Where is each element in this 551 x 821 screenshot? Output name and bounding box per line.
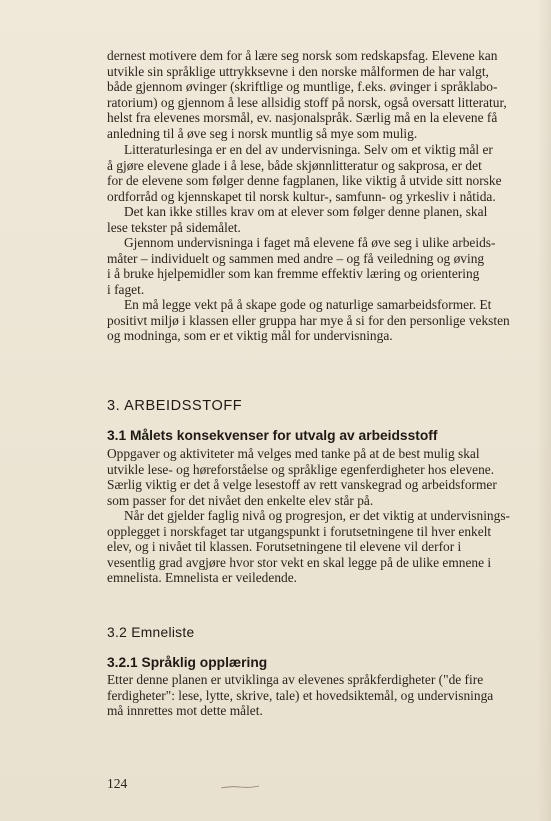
paragraph-3-2-1 [107,672,523,719]
text-line: å gjøre elevene glade i å lese, både skjønnlitteratur og sakprosa, er det [107,157,482,173]
text-line: Det kan ikke stilles krav om at elever som følger denne planen, skal [124,204,488,219]
text-line: ratorium) og gjennom å lese allsidig stoff på norsk, også oversatt litteratur, [107,94,507,110]
text-line: elev, og i nivået til klassen. Forutsetningene til elevene vil derfor i [107,539,462,555]
text-line: vesentlig grad avgjøre hvor stor vekt en skal legge på de ulike emnene i [107,554,492,570]
text-line: for de elevene som følger denne fagplanen, like viktig å utvide sitt norske [107,173,502,189]
text-line: utvikle sin språklige uttrykksevne i den norske målformen de har valgt, [107,63,489,79]
text-line: Gjennom undervisninga i faget må elevene få øve seg i ulike arbeids- [124,235,496,250]
paragraph-3 [107,204,523,235]
text-line: som passer for det nivået den enkelte elev står på. [107,492,374,508]
section-heading: 3. ARBEIDSSTOFF [107,398,243,414]
text-line: ferdigheter": lese, lytte, skrive, tale) et hovedsiktemål, og undervisninga [107,687,494,703]
subsection-heading-3-1: 3.1 Målets konsekvenser for utvalg av arbeidsstoff [107,428,438,443]
text-line: måter – individuelt og sammen med andre – og få veiledning og øving [107,250,485,266]
page-edge-shadow [537,0,551,821]
text-line: Oppgaver og aktiviteter må velges med tanke på at de best mulig skal [107,446,480,461]
text-line: opplegget i norskfaget tar utgangspunkt i forutsetningene til hver enkelt [107,523,492,539]
page-number: 124 [107,776,128,791]
text-line: utvikle lese- og høreforståelse og språklige egenferdigheter hos elevene. [107,461,495,477]
subsection-heading-3-2: 3.2 Emneliste [107,625,195,640]
pencil-mark-decoration [220,784,260,790]
text-line: og modninga, som er et viktig mål for undervisninga. [107,328,393,344]
text-line: Etter denne planen er utviklinga av elevenes språkferdigheter ("de fire [107,672,484,687]
text-line: emnelista. Emnelista er veiledende. [107,570,297,586]
text-line: må innrettes mot dette målet. [107,703,263,719]
paragraph-5 [107,297,523,344]
text-line: helst fra elevenes morsmål, ev. nasjonalspråk. Særlig må en la elevene få [107,110,498,126]
paragraph-2 [107,142,523,204]
text-line: i faget. [107,281,145,297]
text-line: i å bruke hjelpemidler som kan fremme effektiv læring og orientering [107,266,480,282]
paragraph-3-1-a [107,446,523,508]
text-line: både gjennom øvinger (skriftlige og muntlige, f.eks. øvinger i språklabo- [107,79,498,95]
text-line: positivt miljø i klassen eller gruppa har mye å si for den personlige veksten [107,312,510,328]
text-line: Litteraturlesinga er en del av undervisninga. Selv om et viktig mål er [124,142,493,157]
text-line: dernest motivere dem for å lære seg norsk som redskapsfag. Elevene kan [107,48,498,63]
paragraph-1 [107,48,523,142]
paragraph-3-1-b [107,508,523,586]
text-line: ordforråd og kjennskapet til norsk kultur-, samfunn- og yrkesliv i nåtida. [107,188,496,204]
subsection-heading-3-2-1: 3.2.1 Språklig opplæring [107,655,268,670]
paragraph-4 [107,235,523,297]
text-line: Når det gjelder faglig nivå og progresjon, er det viktig at undervisnings- [124,508,510,523]
text-line: En må legge vekt på å skape gode og naturlige samarbeidsformer. Et [124,297,492,312]
text-line: anledning til å øve seg i norsk muntlig så mye som mulig. [107,125,418,141]
text-line: lese tekster på sidemålet. [107,219,241,235]
text-line: Særlig viktig er det å velge lesestoff av rett vanskegrad og arbeidsformer [107,477,497,493]
